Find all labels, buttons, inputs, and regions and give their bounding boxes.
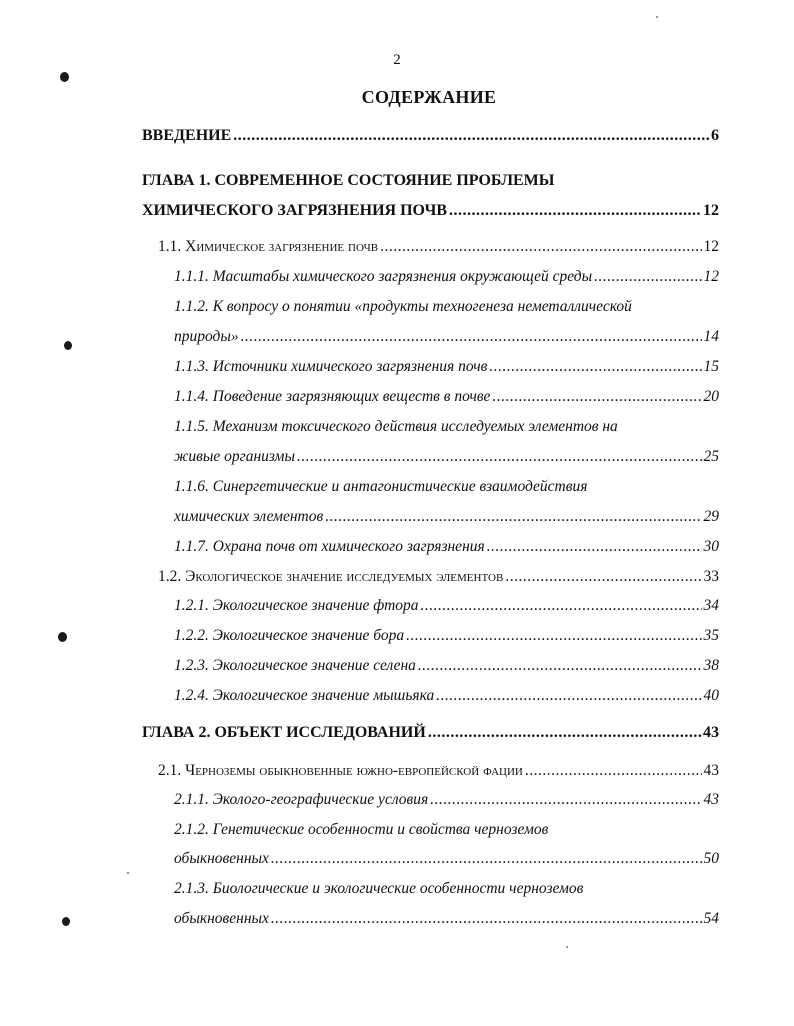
dot-leader (418, 657, 702, 675)
toc-entry-label: 1.2. Экологическое значение исследуемых элементов (158, 568, 504, 585)
toc-entry-introduction (142, 127, 719, 145)
toc-entry-label: живые организмы (174, 448, 295, 465)
toc-entry-1-1-4 (174, 388, 719, 406)
toc-entry-page: 20 (703, 388, 719, 405)
dot-leader (421, 597, 702, 615)
toc-entry-1-1-3 (174, 358, 719, 376)
page-number: 2 (393, 52, 401, 68)
toc-entry-page: 33 (703, 568, 719, 585)
dot-leader (406, 627, 701, 645)
toc-entry-page: 34 (703, 597, 719, 614)
toc-entry-page: 38 (703, 657, 719, 674)
toc-entry-1-1-1 (174, 268, 719, 286)
toc-entry-label: обыкновенных (174, 910, 269, 927)
toc-entry-label: 1.1.3. Источники химического загрязнения почв (174, 358, 488, 375)
toc-entry-2-1 (158, 762, 719, 780)
toc-entry-1-2-1 (174, 597, 719, 615)
toc-entry-2-1-1 (174, 791, 719, 809)
toc-entry-label: 2.1.1. Эколого-географические условия (174, 791, 429, 808)
toc-entry-label: 1.2.3. Экологическое значение селена (174, 657, 416, 674)
toc-entry-1-1-5 (174, 448, 719, 466)
toc-entry-2-1-3 (174, 910, 719, 928)
toc-entry-label: химических элементов (174, 508, 324, 525)
toc-entry-label: ВВЕДЕНИЕ (142, 127, 232, 144)
toc-entry-label: 1.1.7. Охрана почв от химического загрязнения (174, 538, 485, 555)
scan-speck (127, 872, 129, 874)
toc-entry-label: обыкновенных (174, 850, 269, 867)
toc-entry-page: 43 (703, 762, 719, 779)
dot-leader (233, 127, 709, 145)
toc-entry-1-1-6-first-line: 1.1.6. Синергетические и антагонистические взаимодействия (174, 478, 588, 495)
toc-entry-2-1-3-first-line: 2.1.3. Биологические и экологические особенности черноземов (174, 880, 584, 897)
toc-entry-2-1-2 (174, 850, 719, 868)
toc-entry-1-1-7 (174, 538, 719, 556)
toc-chapter-1-heading-line: ГЛАВА 1. СОВРЕМЕННОЕ СОСТОЯНИЕ ПРОБЛЕМЫ (142, 172, 555, 189)
toc-entry-label: 1.2.1. Экологическое значение фтора (174, 597, 419, 614)
toc-entry-page: 43 (703, 724, 719, 741)
toc-entry-label: 2.1. Черноземы обыкновенные южно-европейской фации (158, 762, 523, 779)
toc-entry-1-1-6 (174, 508, 719, 526)
dot-leader (428, 724, 701, 742)
toc-entry-1-2-3 (174, 657, 719, 675)
toc-entry-1-1-2-first-line: 1.1.2. К вопросу о понятии «продукты техногенеза неметаллической (174, 298, 632, 315)
scan-blot (62, 917, 70, 926)
toc-entry-chapter-2 (142, 724, 719, 742)
toc-entry-chapter-1 (142, 202, 719, 220)
toc-entry-page: 29 (703, 508, 719, 525)
toc-entry-1-2 (158, 568, 719, 586)
toc-entry-page: 12 (703, 238, 719, 255)
dot-leader (430, 791, 701, 809)
toc-entry-page: 6 (711, 127, 719, 144)
dot-leader (271, 850, 702, 868)
scan-blot (64, 341, 72, 350)
toc-entry-label: ХИМИЧЕСКОГО ЗАГРЯЗНЕНИЯ ПОЧВ (142, 202, 448, 219)
toc-entry-label: 1.1.1. Масштабы химического загрязнения окружающей среды (174, 268, 593, 285)
dot-leader (449, 202, 701, 220)
dot-leader (594, 268, 701, 286)
toc-entry-page: 14 (703, 328, 719, 345)
dot-leader (297, 448, 702, 466)
toc-entry-label: ГЛАВА 2. ОБЪЕКТ ИССЛЕДОВАНИЙ (142, 724, 426, 741)
toc-entry-2-1-2-first-line: 2.1.2. Генетические особенности и свойства черноземов (174, 821, 549, 838)
toc-entry-page: 35 (703, 627, 719, 644)
toc-entry-label: 1.2.4. Экологическое значение мышьяка (174, 687, 435, 704)
toc-entry-page: 43 (703, 791, 719, 808)
dot-leader (271, 910, 702, 928)
scan-speck (566, 946, 568, 948)
toc-entry-page: 15 (703, 358, 719, 375)
toc-entry-label: 1.1.4. Поведение загрязняющих веществ в почве (174, 388, 491, 405)
dot-leader (525, 762, 702, 780)
toc-entry-1-1-2 (174, 328, 719, 346)
toc-entry-label: 1.2.2. Экологическое значение бора (174, 627, 405, 644)
toc-entry-1-2-4 (174, 687, 719, 705)
scan-blot (58, 632, 67, 642)
dot-leader (380, 238, 701, 256)
scan-speck (656, 16, 658, 18)
toc-entry-1-2-2 (174, 627, 719, 645)
toc-entry-page: 54 (703, 910, 719, 927)
dot-leader (241, 328, 702, 346)
toc-entry-1-1-5-first-line: 1.1.5. Механизм токсического действия исследуемых элементов на (174, 418, 618, 435)
scan-blot (60, 72, 69, 82)
dot-leader (505, 568, 701, 586)
page-title: СОДЕРЖАНИЕ (361, 87, 497, 107)
toc-entry-page: 25 (703, 448, 719, 465)
toc-entry-page: 50 (703, 850, 719, 867)
dot-leader (487, 538, 702, 556)
toc-entry-label: 1.1. Химическое загрязнение почв (158, 238, 379, 255)
toc-entry-page: 12 (703, 268, 719, 285)
toc-entry-1-1 (158, 238, 719, 256)
dot-leader (436, 687, 701, 705)
toc-entry-page: 40 (703, 687, 719, 704)
dot-leader (492, 388, 701, 406)
dot-leader (489, 358, 701, 376)
toc-entry-page: 12 (703, 202, 719, 219)
toc-entry-label: природы» (174, 328, 239, 345)
dot-leader (325, 508, 701, 526)
toc-entry-page: 30 (703, 538, 719, 555)
